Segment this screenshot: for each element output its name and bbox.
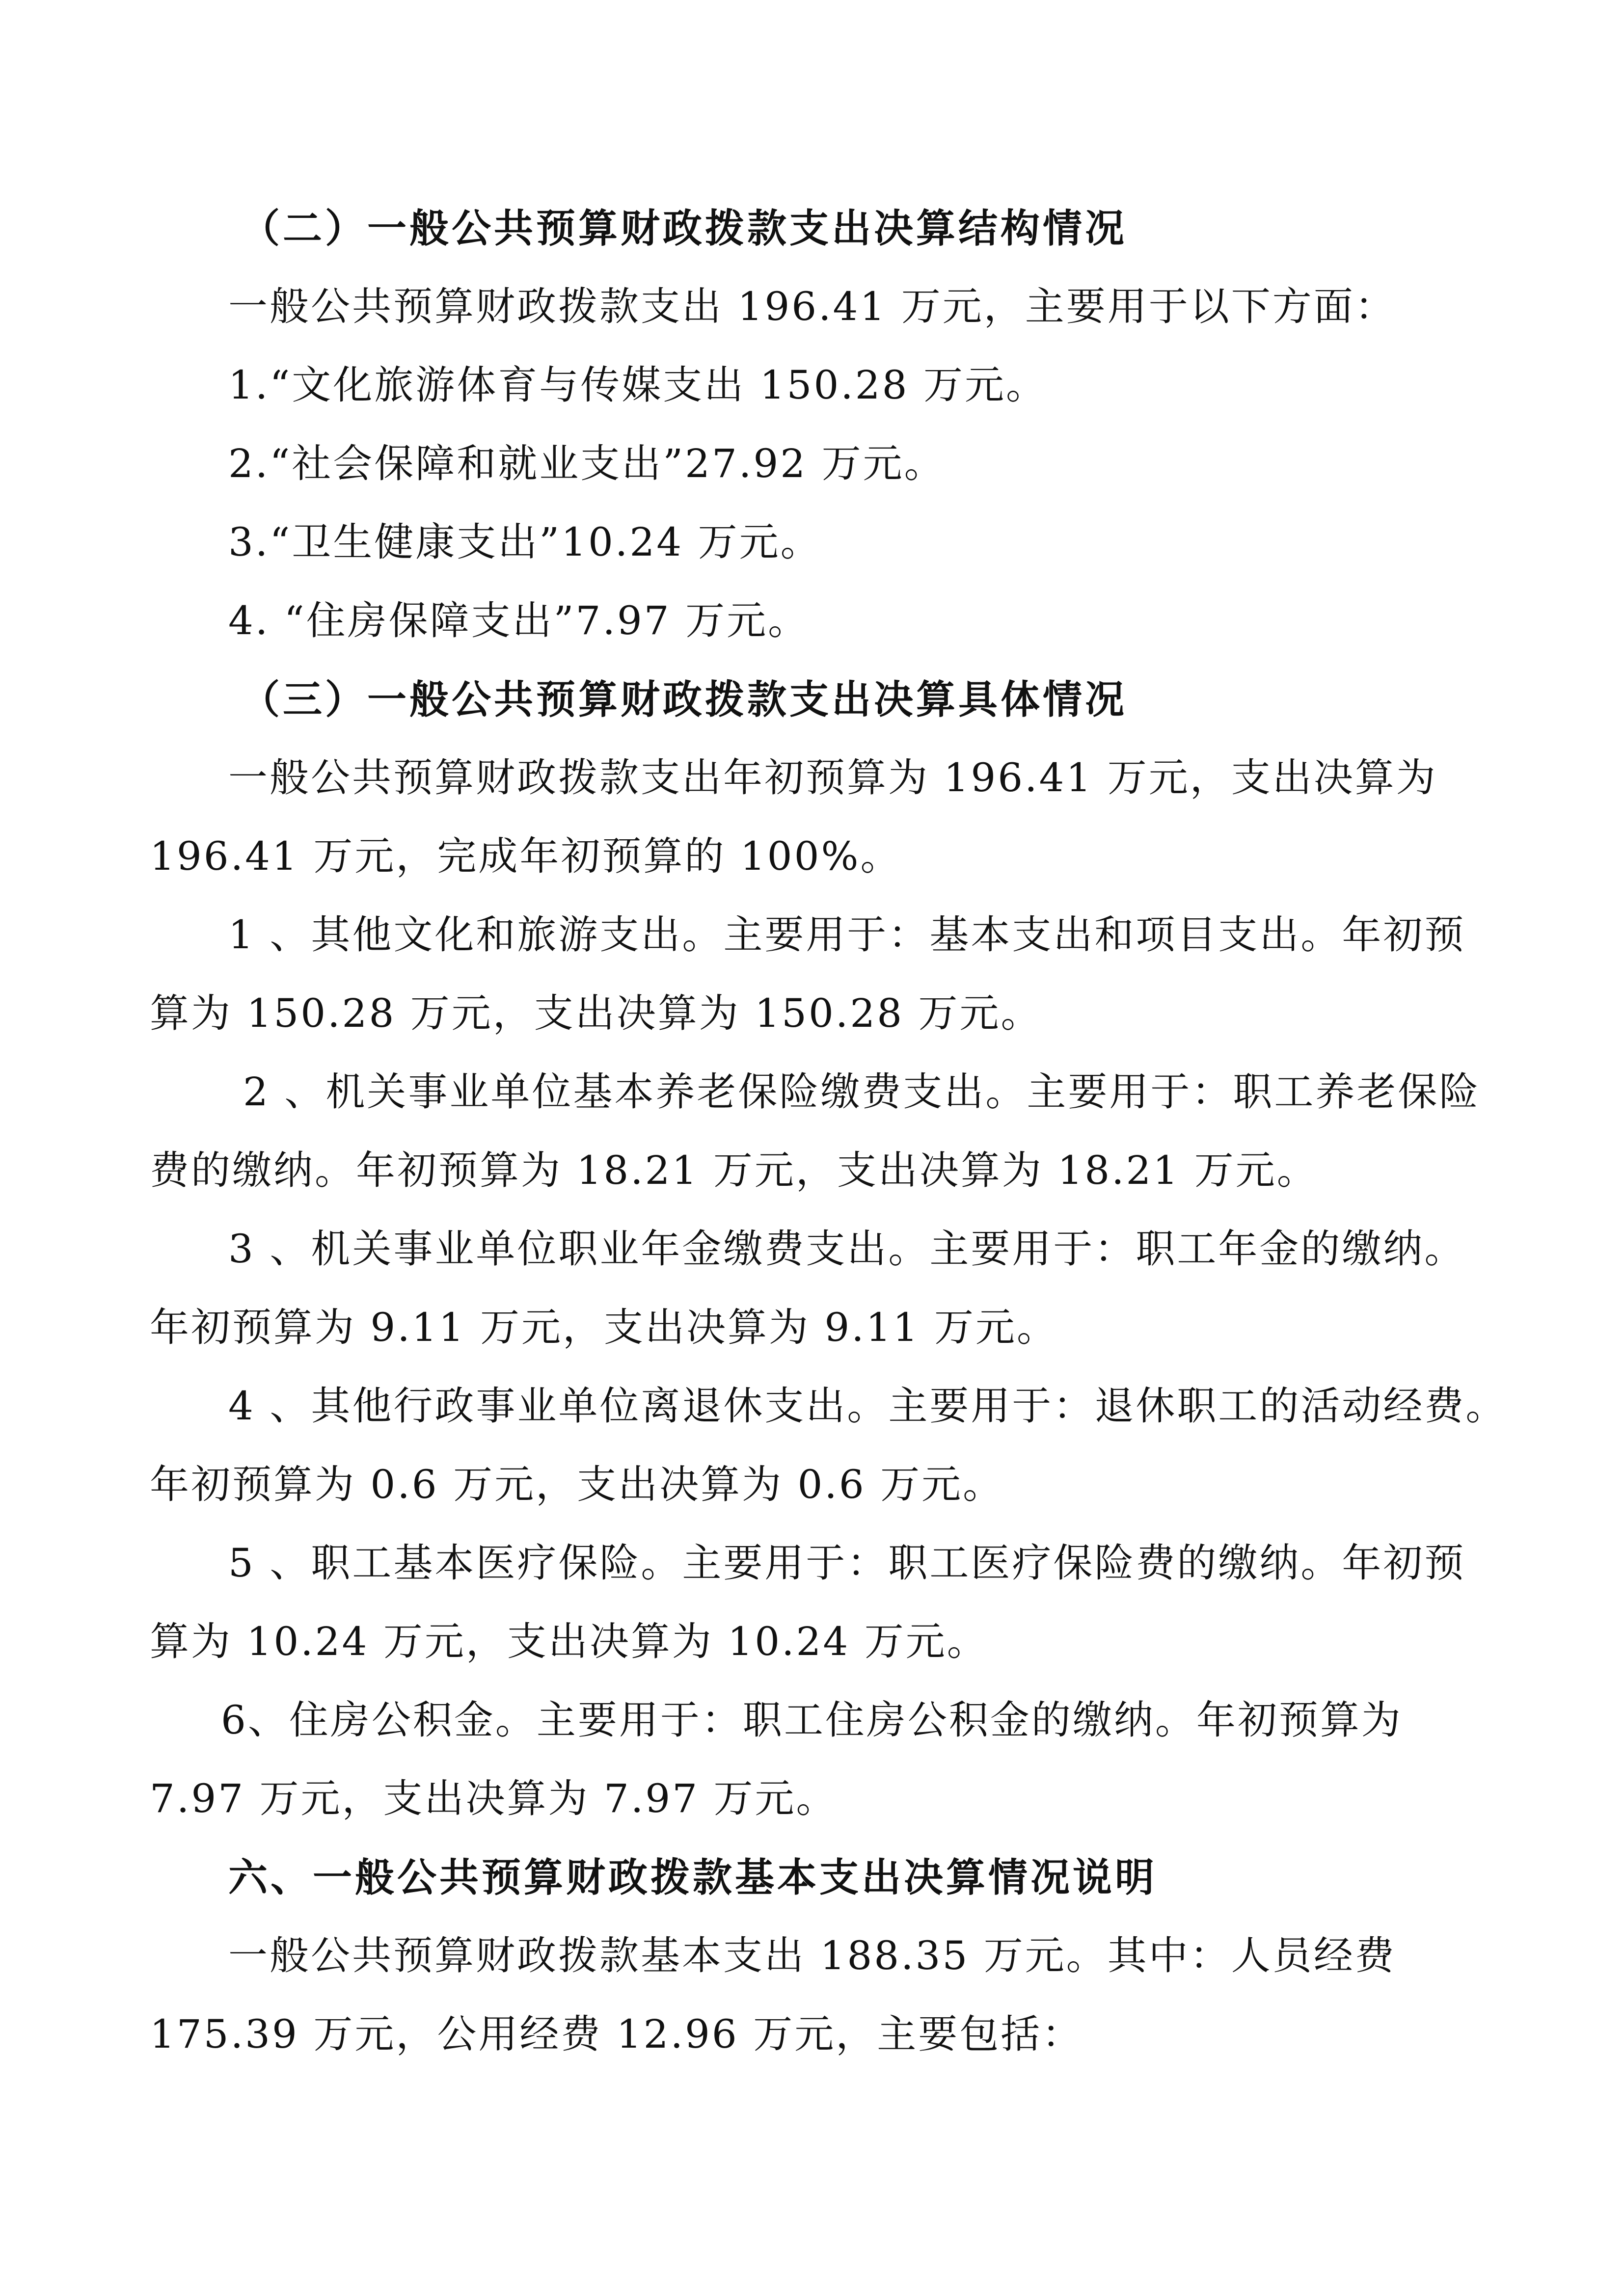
section-heading-basic-expenditure: 六、一般公共预算财政拨款基本支出决算情况说明 xyxy=(228,1854,1157,1900)
section-heading-detail: （三）一般公共预算财政拨款支出决算具体情况 xyxy=(241,676,1127,722)
list-item-line: 1.“文化旅游体育与传媒支出 150.28 万元。 xyxy=(228,362,1048,408)
paragraph-line: 一般公共预算财政拨款基本支出 188.35 万元。其中：人员经费 xyxy=(228,1933,1396,1978)
list-item-line: 4. “住房保障支出”7.97 万元。 xyxy=(228,598,810,643)
paragraph-line: 2 、机关事业单位基本养老保险缴费支出。主要用于：职工养老保险 xyxy=(243,1069,1481,1115)
list-item-line: 3.“卫生健康支出”10.24 万元。 xyxy=(228,519,822,565)
paragraph-line: 年初预算为 0.6 万元，支出决算为 0.6 万元。 xyxy=(150,1462,1004,1507)
paragraph-line: 196.41 万元，完成年初预算的 100%。 xyxy=(150,833,902,879)
paragraph-line: 7.97 万元，支出决算为 7.97 万元。 xyxy=(150,1776,838,1821)
paragraph-line: 一般公共预算财政拨款支出年初预算为 196.41 万元，支出决算为 xyxy=(228,755,1437,801)
paragraph-line: 一般公共预算财政拨款支出 196.41 万元，主要用于以下方面： xyxy=(228,284,1396,329)
section-heading-structure: （二）一般公共预算财政拨款支出决算结构情况 xyxy=(241,205,1127,251)
paragraph-line: 3 、机关事业单位职业年金缴费支出。主要用于：职工年金的缴纳。 xyxy=(228,1226,1466,1272)
paragraph-line: 6、住房公积金。主要用于：职工住房公积金的缴纳。年初预算为 xyxy=(221,1697,1403,1743)
paragraph-line: 算为 150.28 万元，支出决算为 150.28 万元。 xyxy=(150,990,1042,1036)
paragraph-line: 5 、职工基本医疗保险。主要用于：职工医疗保险费的缴纳。年初预 xyxy=(228,1540,1466,1586)
paragraph-line: 年初预算为 9.11 万元，支出决算为 9.11 万元。 xyxy=(150,1305,1058,1350)
paragraph-line: 175.39 万元，公用经费 12.96 万元，主要包括： xyxy=(150,2011,1083,2057)
paragraph-line: 1 、其他文化和旅游支出。主要用于：基本支出和项目支出。年初预 xyxy=(228,912,1466,958)
list-item-line: 2.“社会保障和就业支出”27.92 万元。 xyxy=(228,441,946,486)
paragraph-line: 费的缴纳。年初预算为 18.21 万元，支出决算为 18.21 万元。 xyxy=(150,1148,1318,1193)
paragraph-line: 算为 10.24 万元，支出决算为 10.24 万元。 xyxy=(150,1619,988,1664)
paragraph-line: 4 、其他行政事业单位离退休支出。主要用于：退休职工的活动经费。 xyxy=(228,1383,1507,1429)
